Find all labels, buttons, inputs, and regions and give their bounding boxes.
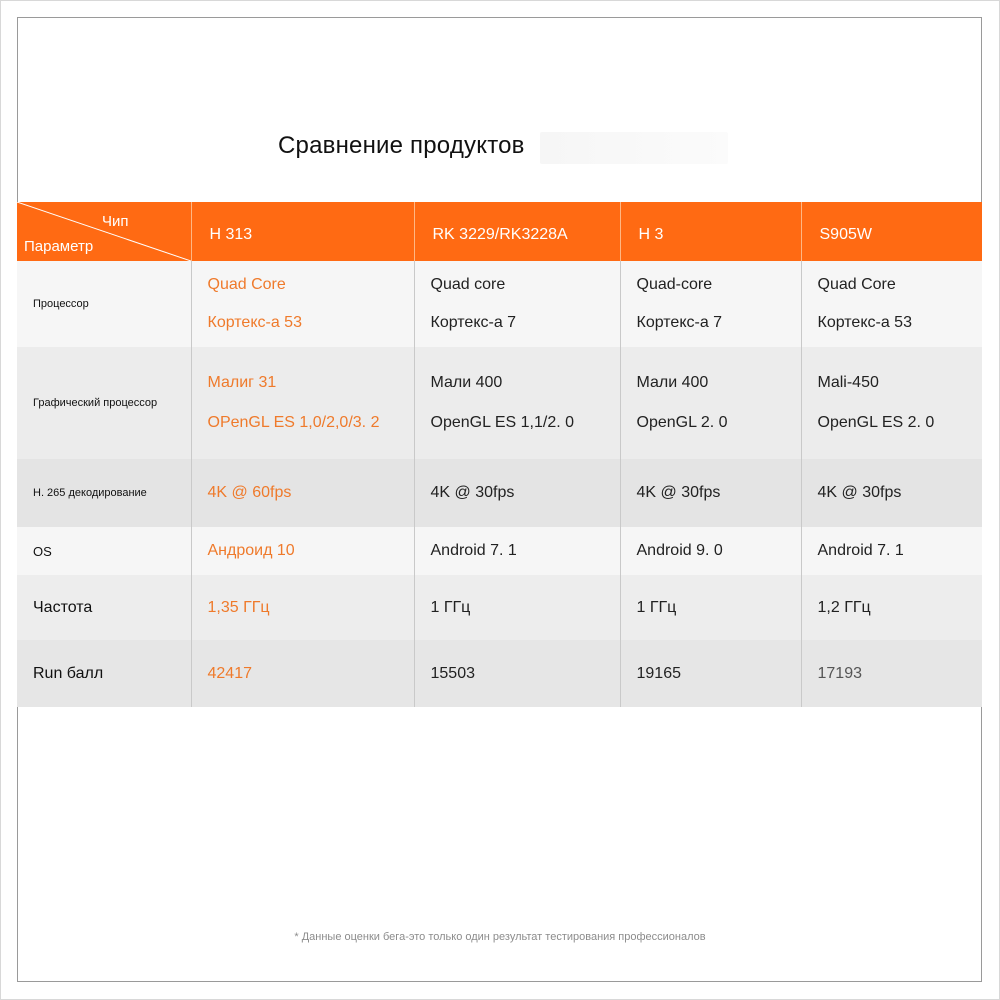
cell-cpu-s905w [801, 261, 982, 347]
table-row [17, 347, 982, 459]
row-label-cpu: Процессор [33, 298, 89, 310]
cell-line: Мали 400 [430, 374, 503, 391]
table-row [17, 527, 982, 575]
row-label-os: OS [33, 543, 52, 559]
page-title: Сравнение продуктов [278, 132, 525, 159]
cell-line: Мали 400 [636, 374, 709, 391]
cell-freq-h313: 1,35 ГГц [191, 575, 414, 640]
cell-freq-rk3229: 1 ГГц [414, 575, 620, 640]
cell-freq-s905w: 1,2 ГГц [801, 575, 982, 640]
cell-gpu-rk3229 [414, 347, 620, 459]
cell-line: Quad core [430, 276, 506, 293]
cell-h265-h313: 4K @ 60fps [191, 459, 414, 527]
cell-line: Кортекс-а 53 [207, 314, 302, 331]
cell-line: Quad Core [817, 276, 896, 293]
cell-line: OpenGL 2. 0 [636, 414, 728, 431]
corner-chip-label: Чип [102, 213, 129, 230]
cell-h265-s905w: 4K @ 30fps [801, 459, 982, 527]
cell-run-s905w: 17193 [801, 640, 982, 707]
cell-run-rk3229: 15503 [414, 640, 620, 707]
cell-line: Quad-core [636, 276, 713, 293]
column-header-h3: H 3 [620, 202, 801, 261]
cell-line: OpenGL ES 1,1/2. 0 [430, 414, 574, 431]
cell-line: Малиг 31 [207, 374, 277, 391]
cell-line: OpenGL ES 2. 0 [817, 414, 935, 431]
comparison-table [17, 202, 982, 707]
cell-h265-rk3229: 4K @ 30fps [414, 459, 620, 527]
cell-line: Mali-450 [817, 374, 879, 391]
cell-line: Кортекс-а 7 [636, 314, 723, 331]
table-row [17, 261, 982, 347]
row-label-frequency: Частота [33, 598, 93, 616]
cell-os-h313: Андроид 10 [191, 527, 414, 575]
table-row [17, 640, 982, 707]
table-row [17, 575, 982, 640]
cell-cpu-h313 [191, 261, 414, 347]
cell-os-h3: Android 9. 0 [620, 527, 801, 575]
cell-freq-h3: 1 ГГц [620, 575, 801, 640]
cell-cpu-rk3229 [414, 261, 620, 347]
cell-os-rk3229: Android 7. 1 [414, 527, 620, 575]
title-blur-patch [540, 132, 728, 164]
row-label-h265: H. 265 декодирование [33, 487, 147, 499]
cell-cpu-h3 [620, 261, 801, 347]
column-header-s905w: S905W [801, 202, 982, 261]
row-label-run-score: Run балл [33, 664, 104, 682]
cell-run-h313: 42417 [191, 640, 414, 707]
table-row [17, 459, 982, 527]
cell-run-h3: 19165 [620, 640, 801, 707]
cell-gpu-h3 [620, 347, 801, 459]
column-header-h313: H 313 [191, 202, 414, 261]
table-header-row [17, 202, 982, 261]
corner-param-label: Параметр [24, 238, 94, 255]
header-corner-cell [17, 202, 191, 261]
row-label-gpu: Графический процессор [33, 397, 158, 409]
cell-line: OPenGL ES 1,0/2,0/3. 2 [207, 414, 380, 431]
cell-gpu-h313 [191, 347, 414, 459]
footnote: * Данные оценки бега-это только один результат тестирования профессионалов [294, 931, 706, 943]
cell-line: Quad Core [207, 276, 286, 293]
cell-h265-h3: 4K @ 30fps [620, 459, 801, 527]
cell-line: Кортекс-а 7 [430, 314, 517, 331]
cell-line: Кортекс-а 53 [817, 314, 912, 331]
column-header-rk3229: RK 3229/RK3228A [414, 202, 620, 261]
cell-os-s905w: Android 7. 1 [801, 527, 982, 575]
cell-gpu-s905w [801, 347, 982, 459]
